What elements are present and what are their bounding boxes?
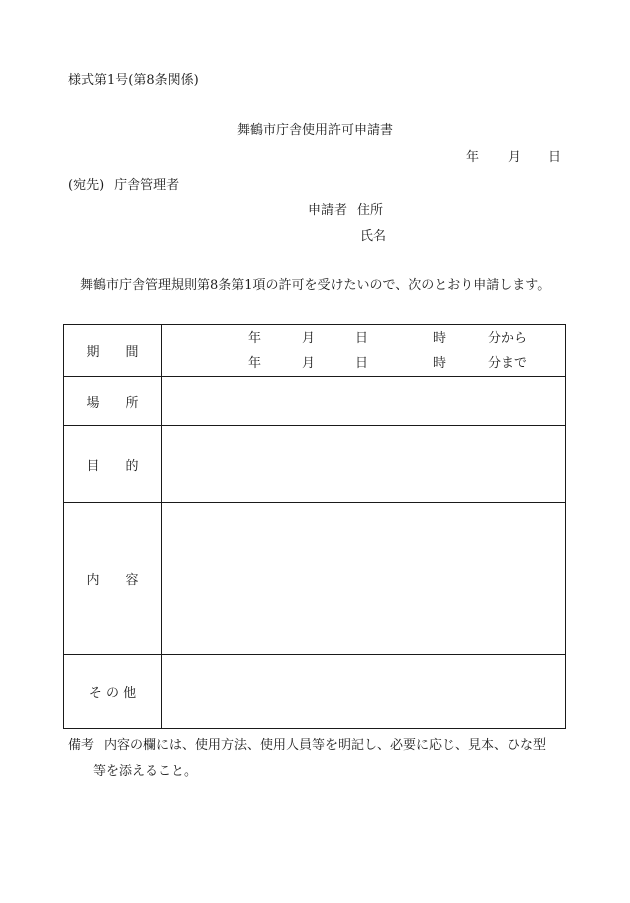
other-row (64, 655, 565, 728)
remarks-line1: 内容の欄には、使用方法、使用人員等を明記し、必要に応じ、見本、ひな型 (104, 738, 547, 753)
applicant-label: 申請者 (308, 203, 348, 218)
date-year: 年 (466, 150, 480, 165)
period-from-minute: 分から (488, 331, 528, 346)
place-label: 場 所 (64, 377, 162, 425)
form-number: 様式第1号(第8条関係) (68, 73, 199, 88)
application-form-table (63, 324, 566, 729)
period-row (64, 325, 565, 377)
period-to-month: 月 (302, 356, 316, 371)
content-label: 内 容 (64, 503, 162, 654)
period-to-minute: 分まで (488, 356, 528, 371)
document-title: 舞鶴市庁舎使用許可申請書 (236, 123, 393, 138)
remarks-label: 備考 (68, 738, 95, 753)
addressee (68, 178, 179, 194)
other-field[interactable] (162, 655, 565, 728)
remarks (68, 738, 546, 754)
period-label: 期 間 (64, 325, 162, 376)
period-from-year: 年 (248, 331, 262, 346)
period-to-line (162, 356, 565, 372)
applicant-address-label: 住所 (357, 203, 384, 218)
period-to-day: 日 (355, 356, 369, 371)
request-statement: 舞鶴市庁舎管理規則第8条第1項の許可を受けたいので、次のとおり申請します。 (80, 278, 551, 293)
place-row (64, 377, 565, 426)
period-from-month: 月 (302, 331, 316, 346)
purpose-field[interactable] (162, 426, 565, 502)
period-to-hour: 時 (433, 356, 447, 371)
applicant-address-line (308, 203, 383, 219)
applicant-name-label: 氏名 (360, 229, 387, 244)
purpose-row (64, 426, 565, 503)
remarks-line2: 等を添えること。 (93, 764, 198, 779)
period-from-line (162, 331, 565, 347)
purpose-label: 目 的 (64, 426, 162, 502)
date-month: 月 (508, 150, 522, 165)
place-field[interactable] (162, 377, 565, 425)
date-line (466, 150, 561, 166)
period-from-hour: 時 (433, 331, 447, 346)
period-to-year: 年 (248, 356, 262, 371)
period-value (162, 325, 565, 376)
other-label: そ の 他 (64, 655, 162, 728)
addressee-name: 庁舎管理者 (114, 178, 180, 193)
date-day: 日 (548, 150, 562, 165)
period-from-day: 日 (355, 331, 369, 346)
addressee-prefix: (宛先) (68, 178, 105, 193)
content-field[interactable] (162, 503, 565, 654)
content-row (64, 503, 565, 655)
